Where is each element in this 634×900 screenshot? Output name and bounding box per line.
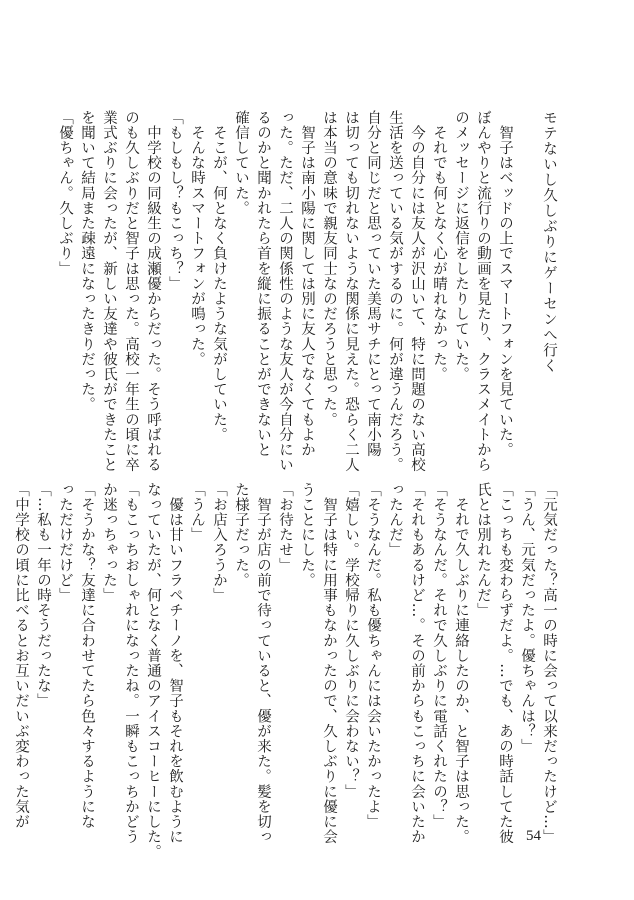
text-line: そんな時スマートフォンが鳴った。 bbox=[189, 110, 205, 367]
text-line: 「お店入ろうか」 bbox=[211, 482, 227, 603]
text-line: ったんだ」 bbox=[387, 482, 403, 558]
text-line: 「それもあるけど…。その前からもこっちに会いたか bbox=[409, 482, 425, 845]
text-line: った。ただ、二人の関係性のような友人が今自分にい bbox=[277, 110, 293, 473]
text-line: 「優ちゃん。久しぶり」 bbox=[57, 110, 73, 277]
text-line: のメッセージに返信をしたりしていた。 bbox=[453, 110, 469, 382]
text-line: 「中学校の頃に比べるとお互いだいぶ変わった気が bbox=[13, 482, 29, 830]
text-line: それで久しぶりに連絡したのか、と智子は思った。 bbox=[453, 482, 469, 845]
text-line: を聞いて結局また疎遠になったきりだった。 bbox=[79, 110, 95, 412]
text-line: 「うん」 bbox=[189, 482, 205, 543]
text-line: っただけだけど」 bbox=[57, 482, 73, 603]
upper-text-block bbox=[54, 110, 560, 473]
page-number: 54 bbox=[526, 828, 541, 844]
text-line: 「そうなんだ。それで久しぶりに電話くれたの？」 bbox=[431, 482, 447, 830]
text-line: か迷っちゃった」 bbox=[101, 482, 117, 603]
text-line: 自分と同じだと思っていた美馬サチにとって南小陽 bbox=[365, 110, 381, 458]
text-line: 中学校の同級生の成瀬優からだった。そう呼ばれる bbox=[145, 110, 161, 473]
text-line: 氏とは別れたんだ」 bbox=[475, 482, 491, 618]
text-line: 「もしもし？もこっち？」 bbox=[167, 110, 183, 292]
text-line: 「うん、元気だったよ。優ちゃんは？」 bbox=[519, 482, 535, 754]
text-line: 確信していた。 bbox=[233, 110, 249, 216]
text-line: 「嬉しい。学校帰りに久しぶりに会わない？」 bbox=[343, 482, 359, 800]
text-line: 生活を送っている気がするのに。何が違うんだろう。 bbox=[387, 110, 403, 473]
text-line: ぼんやりと流行りの動画を見たり、クラスメイトから bbox=[475, 110, 491, 473]
text-line: るのかと聞かれたら首を縦に振ることができないと bbox=[255, 110, 271, 458]
text-line: それでも何となく心が晴れなかった。 bbox=[431, 110, 447, 382]
text-line: 智子は南小陽に関しては別に友人でなくてもよか bbox=[299, 110, 315, 458]
text-line: 「お待たせ」 bbox=[277, 482, 293, 573]
text-line: は本当の意味で親友同士なのだろうと思った。 bbox=[321, 110, 337, 428]
text-line: 「…私も一年の時そうだったな」 bbox=[35, 482, 51, 709]
text-line: 智子はベッドの上でスマートフォンを見ていた。 bbox=[497, 110, 513, 458]
text-line: た様子だった。 bbox=[233, 482, 249, 588]
chapter-title: モテないし久しぶりにゲーセンへ行く bbox=[541, 110, 557, 374]
text-line: 智子は特に用事もなかったので、久しぶりに優に会 bbox=[321, 482, 337, 845]
text-line: のも久しぶりだと智子は思った。高校一年生の頃に卒 bbox=[123, 110, 139, 473]
text-line: 「元気だった？高一の時に会って以来だったけど…」 bbox=[541, 482, 557, 845]
text-line: 業式ぶりに会ったが、新しい友達や彼氏ができたこと bbox=[101, 110, 117, 473]
text-line: 今の自分には友人が沢山いて、特に問題のない高校 bbox=[409, 110, 425, 473]
text-line: 優は甘いフラペチーノを、智子もそれを飲むように bbox=[167, 482, 183, 845]
text-line: 「もこっちおしゃれになったね。一瞬もこっちかどう bbox=[123, 482, 139, 845]
text-line: なっていたが、何となく普通のアイスコーヒーにした。 bbox=[145, 482, 161, 860]
text-line: 「そうなんだ。私も優ちゃんには会いたかったよ」 bbox=[365, 482, 381, 830]
text-line: そこが、何となく負けたような気がしていた。 bbox=[211, 110, 227, 443]
text-line: は切っても切れないような関係に見えた。恐らく二人 bbox=[343, 110, 359, 473]
text-line: 「そうかな？友達に合わせてたら色々するようにな bbox=[79, 482, 95, 830]
text-line: うことにした。 bbox=[299, 482, 315, 588]
text-line: 智子が店の前で待っていると、優が来た。髪を切っ bbox=[255, 482, 271, 845]
text-line: 「こっちも変わらずだよ。…でも、あの時話してた彼 bbox=[497, 482, 513, 845]
